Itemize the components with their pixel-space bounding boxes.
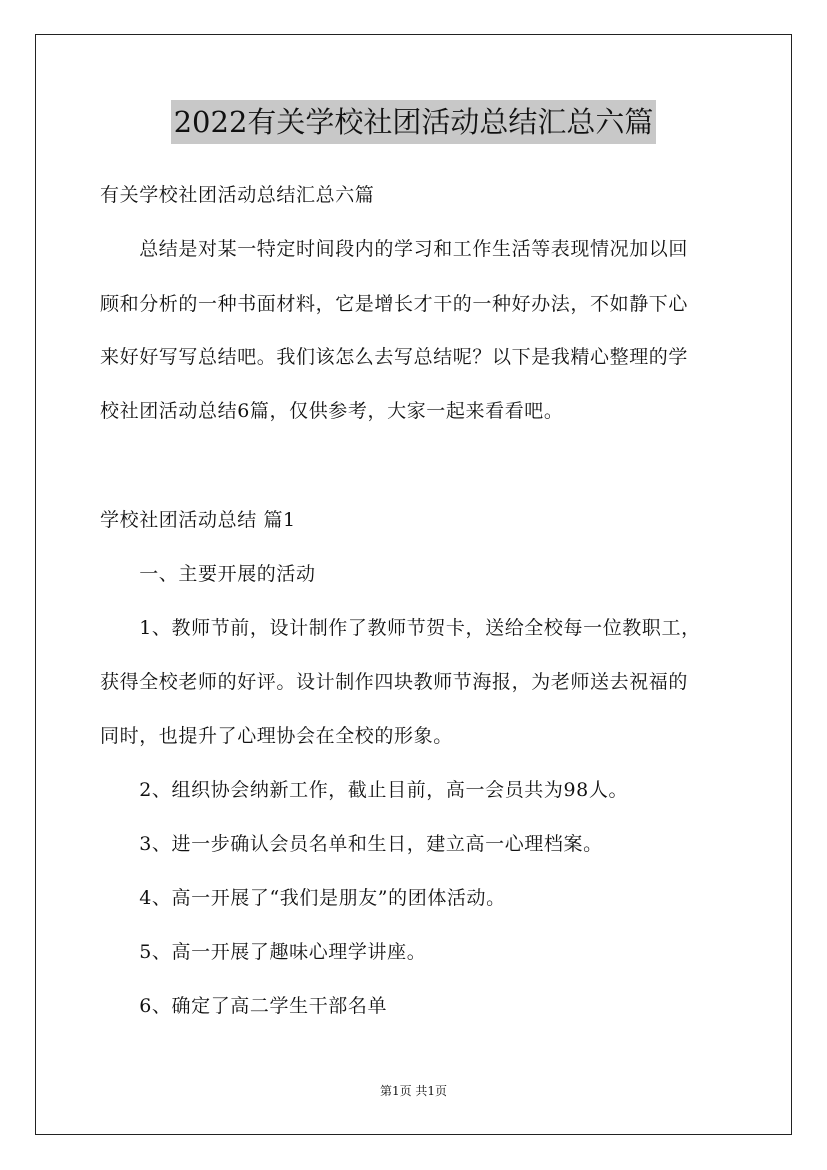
document-title: 2022有关学校社团活动总结汇总六篇 [171,100,657,144]
sub-heading: 一、主要开展的活动 [100,563,316,585]
item-line-4: 2、组织协会纳新工作，截止目前，高一会员共为98人。 [100,779,629,801]
item-line-1: 1、教师节前，设计制作了教师节贺卡，送给全校每一位教职工， [100,617,701,639]
item-line-2: 获得全校老师的好评。设计制作四块教师节海报，为老师送去祝福的 [100,671,689,693]
page-footer: 第1页 共1页 [379,1084,448,1098]
intro-line-4: 校社团活动总结6篇，仅供参考，大家一起来看看吧。 [100,400,564,422]
intro-line-3: 来好好写写总结吧。我们该怎么去写总结呢？以下是我精心整理的学 [100,346,689,368]
title-container [0,100,827,144]
intro-line-2: 顾和分析的一种书面材料，它是增长才干的一种好办法，不如静下心 [100,293,689,315]
item-line-6: 4、高一开展了“我们是朋友”的团体活动。 [100,887,506,909]
intro-line-1: 总结是对某一特定时间段内的学习和工作生活等表现情况加以回 [100,238,689,260]
item-line-5: 3、进一步确认会员名单和生日，建立高一心理档案。 [100,833,603,855]
item-line-3: 同时，也提升了心理协会在全校的形象。 [100,725,453,747]
section-heading: 学校社团活动总结 篇1 [100,509,296,531]
item-line-8: 6、确定了高二学生干部名单 [100,995,388,1017]
item-line-7: 5、高一开展了趣味心理学讲座。 [100,941,427,963]
document-subtitle: 有关学校社团活动总结汇总六篇 [100,184,375,206]
